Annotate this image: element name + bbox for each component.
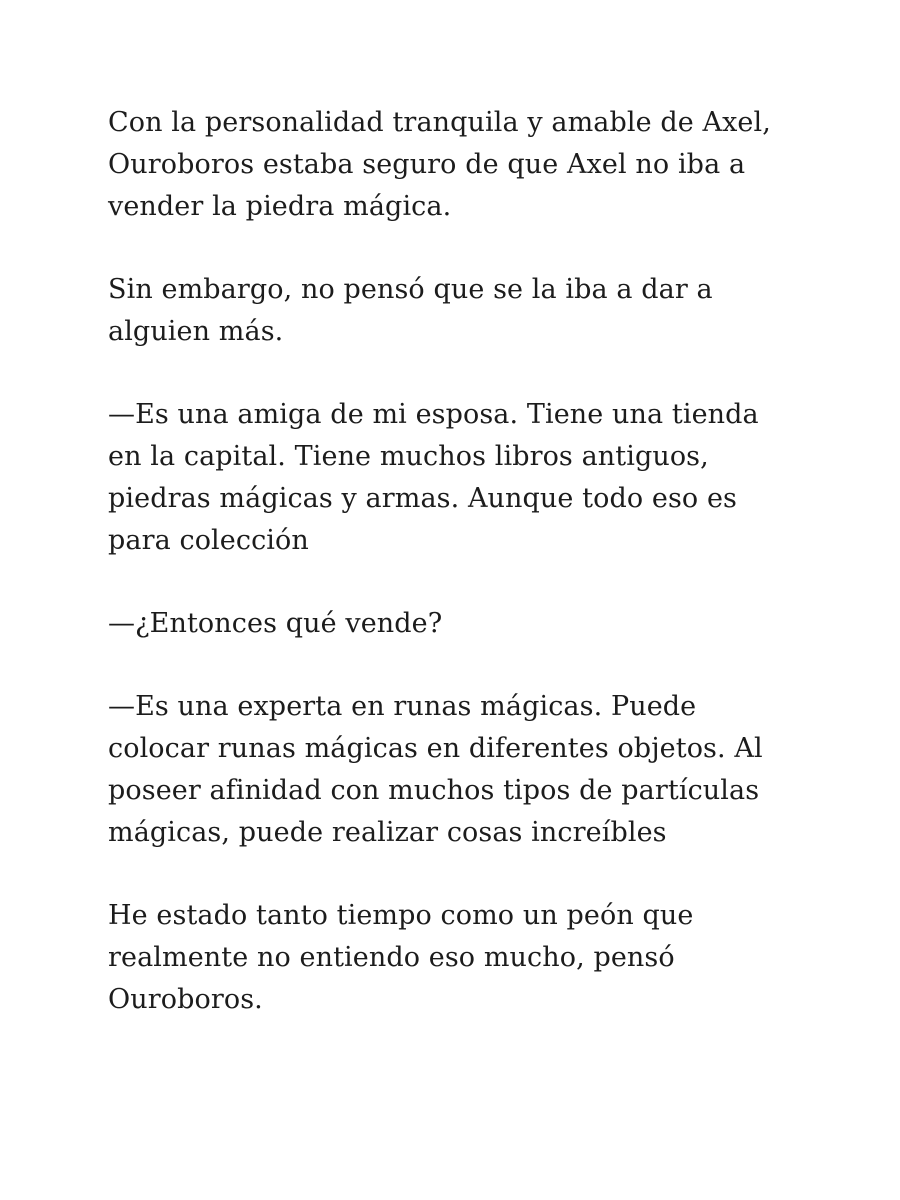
text-line: Con la personalidad tranquila y amable de Axel, bbox=[108, 107, 771, 138]
text-line: Sin embargo, no pensó que se la iba a dar a bbox=[108, 274, 713, 305]
text-line: en la capital. Tiene muchos libros antiguos, bbox=[108, 441, 709, 472]
text-line: alguien más. bbox=[108, 316, 284, 347]
paragraph-5 bbox=[108, 686, 808, 854]
text-line: Ouroboros estaba seguro de que Axel no iba a bbox=[108, 149, 746, 180]
text-line: —Es una experta en runas mágicas. Puede bbox=[108, 691, 697, 722]
text-line: mágicas, puede realizar cosas increíbles bbox=[108, 817, 667, 848]
text-line: colocar runas mágicas en diferentes objetos. Al bbox=[108, 733, 763, 764]
paragraph-4 bbox=[108, 603, 808, 645]
text-line: poseer afinidad con muchos tipos de partículas bbox=[108, 775, 760, 806]
text-line: vender la piedra mágica. bbox=[108, 191, 452, 222]
paragraph-1 bbox=[108, 102, 808, 228]
paragraph-3 bbox=[108, 394, 808, 562]
text-line: Ouroboros. bbox=[108, 984, 263, 1015]
text-line: piedras mágicas y armas. Aunque todo eso es bbox=[108, 483, 738, 514]
text-line: realmente no entiendo eso mucho, pensó bbox=[108, 942, 675, 973]
text-line: —Es una amiga de mi esposa. Tiene una tienda bbox=[108, 399, 759, 430]
paragraph-6 bbox=[108, 895, 808, 1021]
text-line: —¿Entonces qué vende? bbox=[108, 608, 443, 639]
text-line: He estado tanto tiempo como un peón que bbox=[108, 900, 694, 931]
text-line: para colección bbox=[108, 525, 309, 556]
paragraph-2 bbox=[108, 269, 808, 353]
text-column bbox=[108, 102, 808, 1062]
